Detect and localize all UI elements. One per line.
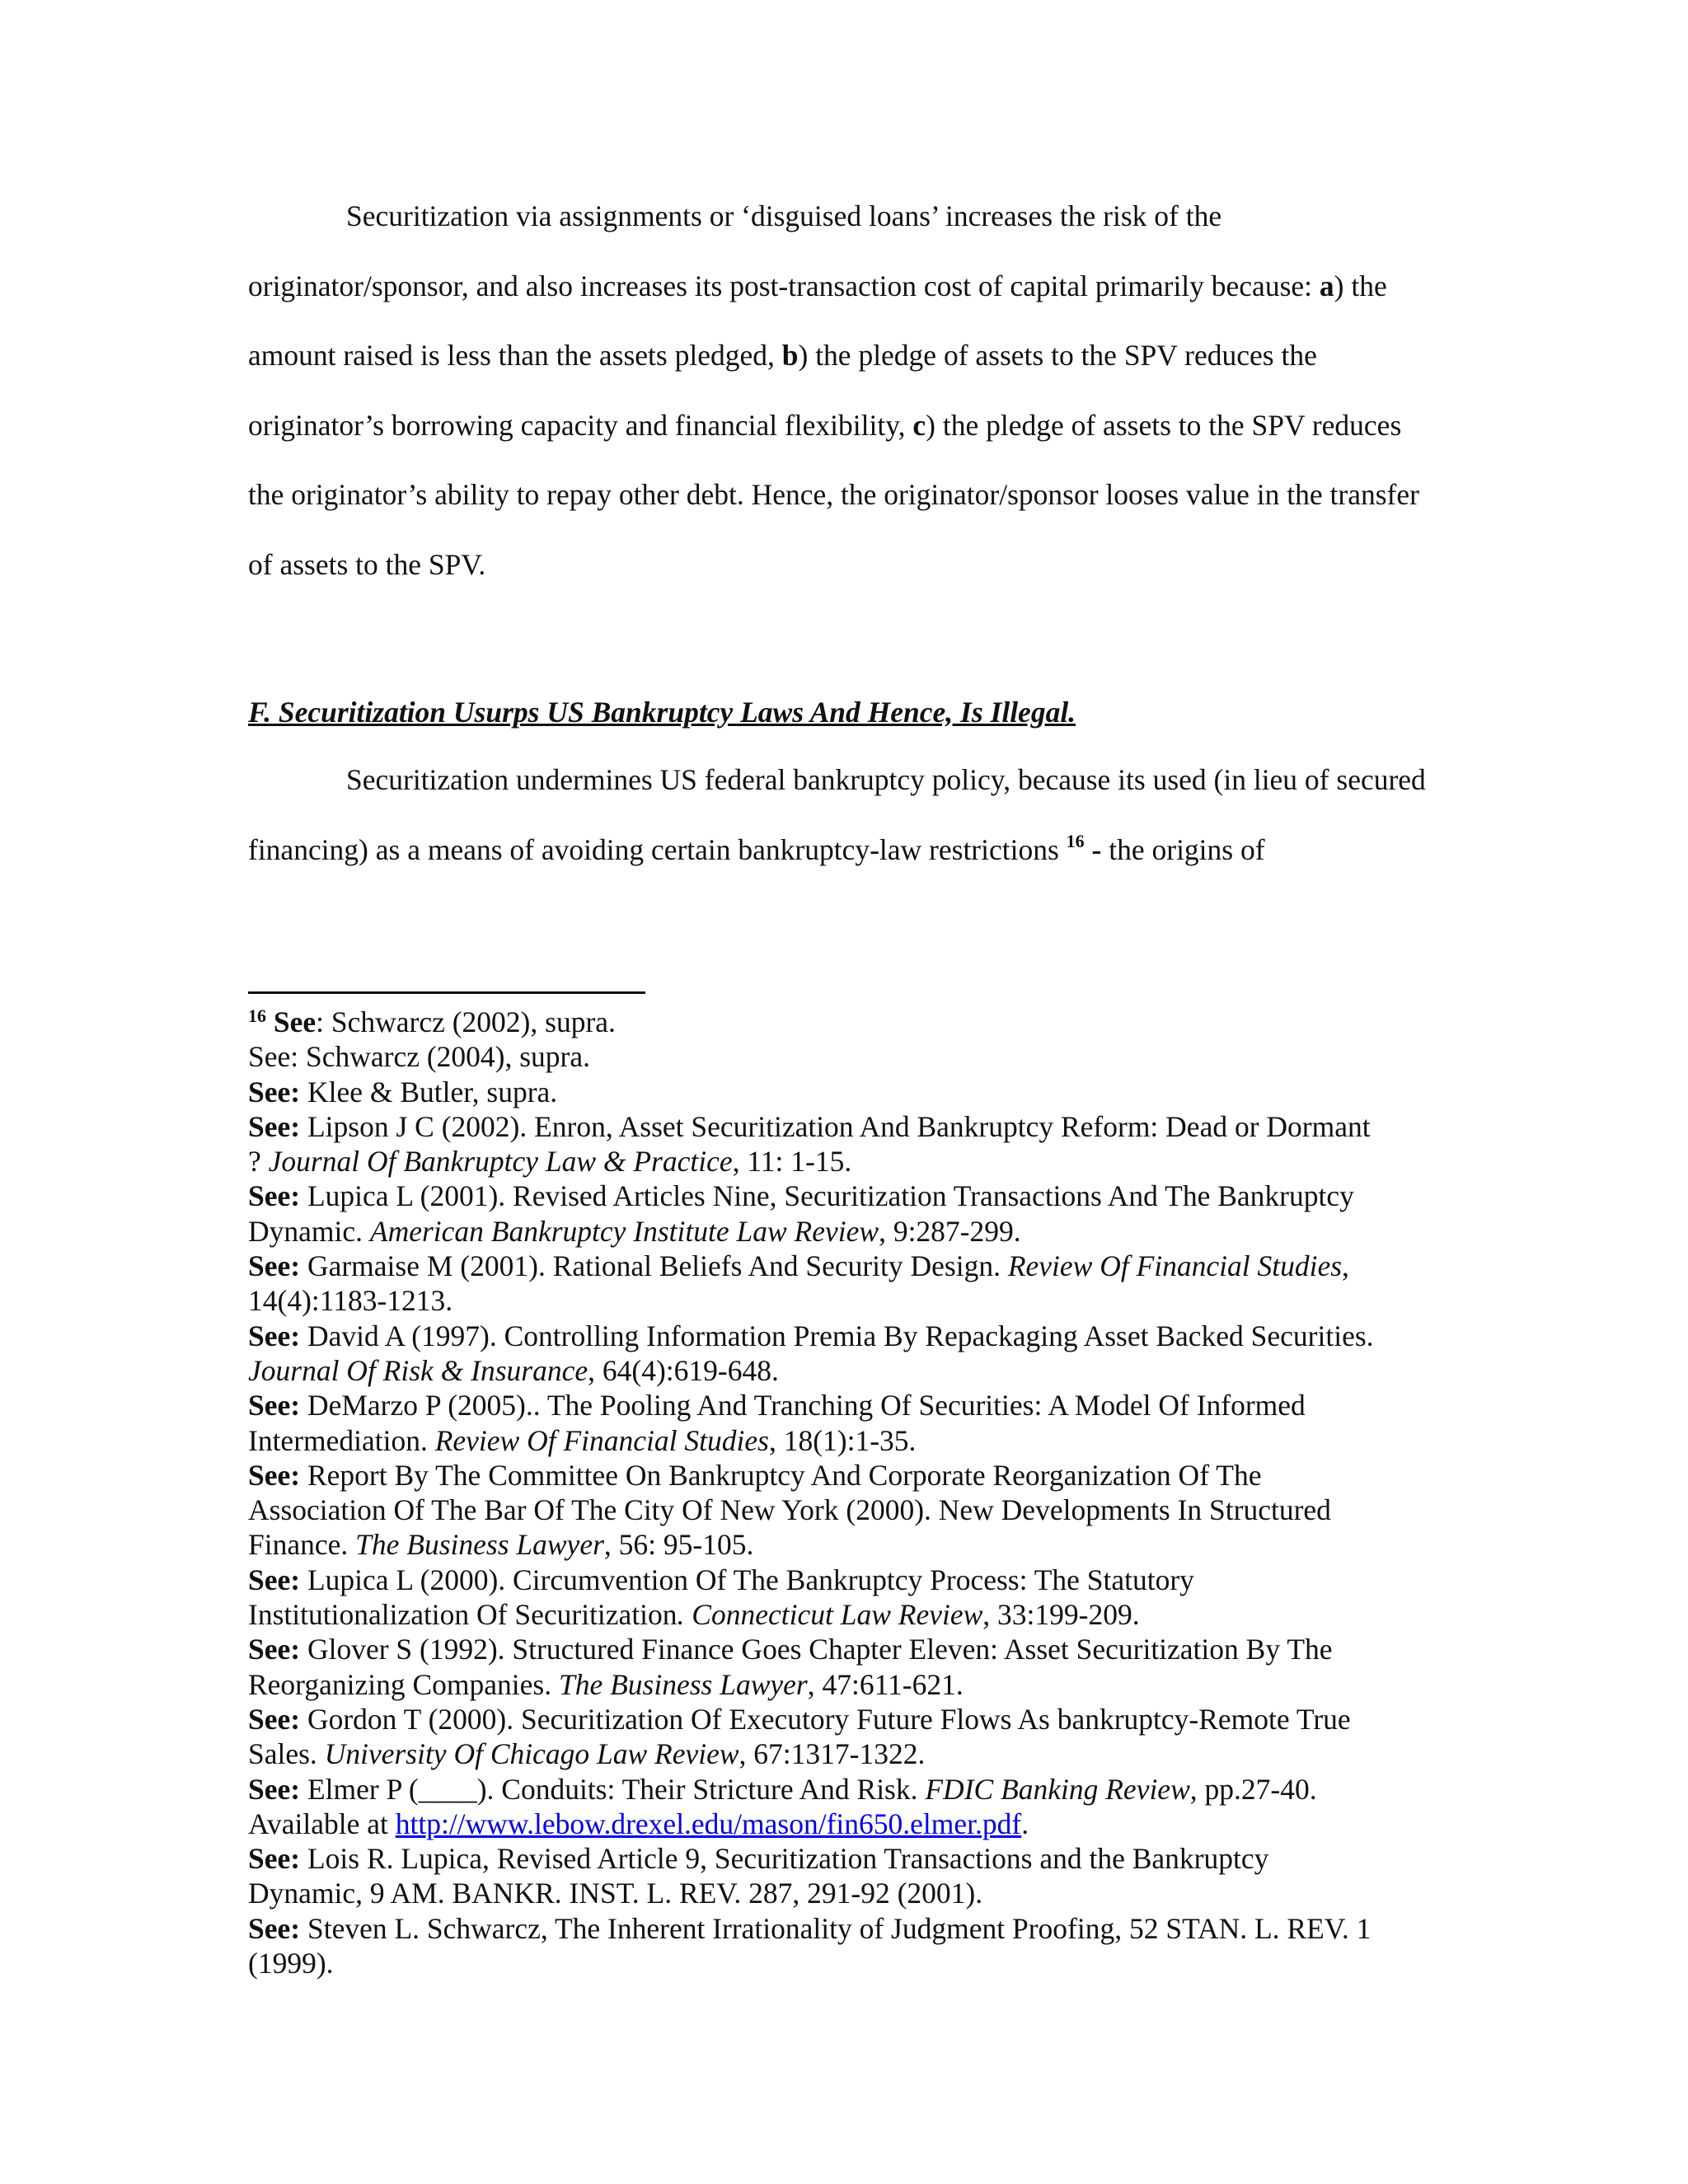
para2-text-1: Securitization undermines US federal bankruptcy policy, because its used (in lieu of secured financing) as a means of avoiding certain bankruptcy-law restrictions: [248, 763, 1426, 866]
footnote-line: [248, 1109, 1435, 1144]
footnote-line: [248, 1144, 1435, 1179]
citation-text: ,: [1342, 1249, 1349, 1283]
footnote-line: [248, 1807, 1435, 1841]
section-heading: F. Securitization Usurps US Bankruptcy Laws And Hence, Is Illegal.: [248, 696, 1076, 729]
footnote-line: [248, 1563, 1435, 1597]
footnote-line: [248, 1249, 1435, 1283]
see-label: See:: [248, 1772, 301, 1806]
footnote-line: [248, 1353, 1435, 1388]
footnote-line: [248, 1841, 1435, 1876]
paragraph-risk-of-originator: [248, 181, 1435, 599]
citation-journal: Review Of Financial Studies: [1007, 1249, 1343, 1283]
see-label: See:: [248, 1702, 301, 1736]
citation-journal: FDIC Banking Review: [925, 1772, 1190, 1806]
citation-text: Garmaise M (2001). Rational Beliefs And Security Design.: [300, 1249, 1008, 1283]
citation-text: Intermediation.: [248, 1423, 435, 1457]
paragraph-bankruptcy-policy: [248, 745, 1435, 884]
citation-journal: American Bankruptcy Institute Law Review: [369, 1214, 879, 1248]
see-label: See: [273, 1005, 316, 1038]
citation-text: Institutionalization Of Securitization: [248, 1598, 678, 1632]
citation-journal: Journal Of Risk & Insurance: [248, 1353, 588, 1387]
citation-text: Available at: [248, 1807, 396, 1840]
footnote-line: [248, 1423, 1435, 1458]
citation-text: Reorganizing Companies.: [248, 1667, 559, 1701]
footnote-line: [248, 1214, 1435, 1249]
para1-label-a: a: [1319, 269, 1334, 302]
citation-text: Association Of The Bar Of The City Of New York (2000). New Developments In Structured: [248, 1493, 1331, 1527]
citation-journal: Review Of Financial Studies: [434, 1423, 769, 1457]
footnote-line: [248, 1039, 1435, 1074]
citation-text: Report By The Committee On Bankruptcy And Corporate Reorganization Of The: [300, 1458, 1262, 1492]
footnote-line: [248, 1702, 1435, 1736]
citation-text: , 64(4):619-648.: [588, 1353, 779, 1387]
para1-text-2: ) the amount raised is less than the assets pledged,: [248, 269, 1387, 372]
citation-text: Glover S (1992). Structured Finance Goes Chapter Eleven: Asset Securitization By The: [300, 1633, 1333, 1666]
footnote-line: [248, 1772, 1435, 1807]
para1-text-3: ) the pledge of assets to the SPV reduces the originator’s borrowing capacity and financial flexibility,: [248, 339, 1317, 442]
footnote-line: [248, 1493, 1435, 1527]
citation-text: , 9:287-299.: [879, 1214, 1021, 1248]
citation-text: Dynamic, 9 AM. BANKR. INST. L. REV. 287, 291-92 (2001).: [248, 1877, 983, 1910]
citation-text: Elmer P (____). Conduits: Their Stricture And Risk.: [300, 1772, 926, 1806]
citation-text: 14(4):1183-1213.: [248, 1284, 453, 1318]
footnote-line: [248, 1458, 1435, 1493]
footnote-separator: [248, 991, 645, 994]
see-label: See:: [248, 1109, 301, 1143]
citation-link[interactable]: http://www.lebow.drexel.edu/mason/fin650.elmer.pdf: [395, 1807, 1022, 1840]
see-label: See:: [248, 1319, 301, 1352]
citation-journal: University Of Chicago Law Review: [324, 1737, 739, 1771]
citation-text: See: Schwarcz (2004), supra.: [248, 1040, 591, 1074]
para1-label-b: b: [781, 339, 799, 372]
see-label: See:: [248, 1633, 301, 1666]
citation-text: Gordon T (2000). Securitization Of Executory Future Flows As bankruptcy-Remote True: [300, 1702, 1351, 1736]
citation-text: : Schwarcz (2002), supra.: [316, 1005, 616, 1038]
footnote-line: [248, 1632, 1435, 1666]
footnote-line: [248, 1736, 1435, 1771]
citation-journal: . Connecticut Law Review: [677, 1598, 983, 1632]
citation-text: , pp.27-40.: [1189, 1772, 1317, 1806]
citation-journal: Journal Of Bankruptcy Law & Practice: [268, 1145, 733, 1179]
footnote-line: [248, 1876, 1435, 1910]
see-label: See:: [248, 1911, 301, 1945]
footnote-line: [248, 1527, 1435, 1562]
para1-label-c: c: [912, 408, 926, 442]
citation-text: ?: [248, 1145, 269, 1179]
footnote-line: [248, 1667, 1435, 1702]
citation-text: Lipson J C (2002). Enron, Asset Securitization And Bankruptcy Reform: Dead or Dormant: [300, 1109, 1371, 1143]
footnote-line: [248, 1005, 1435, 1039]
citation-text: , 47:611-621.: [807, 1667, 964, 1701]
footnote-line: [248, 1319, 1435, 1353]
citation-text: , 18(1):1-35.: [768, 1423, 917, 1457]
citation-text: Lois R. Lupica, Revised Article 9, Securitization Transactions and the Bankruptcy: [300, 1842, 1269, 1876]
para2-text-2: the origins of: [1101, 832, 1265, 866]
footnote-16: [248, 1005, 1435, 1980]
citation-text: David A (1997). Controlling Information Premia By Repackaging Asset Backed Securities.: [300, 1319, 1374, 1352]
citation-text: Steven L. Schwarcz, The Inherent Irrationality of Judgment Proofing, 52 STAN. L. REV. 1: [300, 1911, 1372, 1945]
footnote-line: [248, 1388, 1435, 1422]
see-label: See:: [248, 1179, 301, 1213]
citation-text: Dynamic.: [248, 1214, 370, 1248]
citation-text: Lupica L (2001). Revised Articles Nine, Securitization Transactions And The Bankruptcy: [300, 1179, 1354, 1213]
citation-journal: The Business Lawyer: [558, 1667, 808, 1701]
footnote-line: [248, 1597, 1435, 1632]
footnote-number: 16: [248, 1005, 266, 1026]
citation-text: Klee & Butler, supra.: [300, 1075, 558, 1108]
citation-journal: The Business Lawyer: [355, 1528, 604, 1562]
citation-text: , 56: 95-105.: [603, 1528, 754, 1562]
para2-dash: -: [1084, 832, 1102, 866]
see-label: See:: [248, 1842, 301, 1876]
citation-text: (1999).: [248, 1947, 334, 1980]
footnote-line: [248, 1911, 1435, 1946]
citation-text: , 67:1317-1322.: [738, 1737, 926, 1771]
citation-text: Finance.: [248, 1528, 356, 1562]
footnote-line: [248, 1946, 1435, 1980]
citation-text: Lupica L (2000). Circumvention Of The Bankruptcy Process: The Statutory: [300, 1563, 1194, 1596]
citation-text: DeMarzo P (2005).. The Pooling And Tranching Of Securities: A Model Of Informed: [300, 1389, 1306, 1422]
citation-text: , 33:199-209.: [982, 1598, 1140, 1632]
citation-text: , 11: 1-15.: [732, 1145, 852, 1179]
see-label: See:: [248, 1249, 301, 1283]
footnote-line: [248, 1283, 1435, 1318]
see-label: See:: [248, 1075, 301, 1108]
para1-text-4: ) the pledge of assets to the SPV reduces the originator’s ability to repay other debt. Hence, the originator/sponsor looses value in the transfer of assets to the SPV.: [248, 408, 1419, 581]
citation-text: .: [1021, 1807, 1029, 1840]
see-label: See:: [248, 1563, 301, 1596]
citation-text: Sales.: [248, 1737, 325, 1771]
see-label: See:: [248, 1458, 301, 1492]
para1-text-1: Securitization via assignments or ‘disguised loans’ increases the risk of the originator/sponsor, and also increases its post-transaction cost of capital primarily because:: [248, 199, 1320, 302]
footnote-reference: 16: [1066, 830, 1085, 851]
footnote-line: [248, 1075, 1435, 1109]
see-label: See:: [248, 1389, 301, 1422]
footnote-line: [248, 1179, 1435, 1213]
